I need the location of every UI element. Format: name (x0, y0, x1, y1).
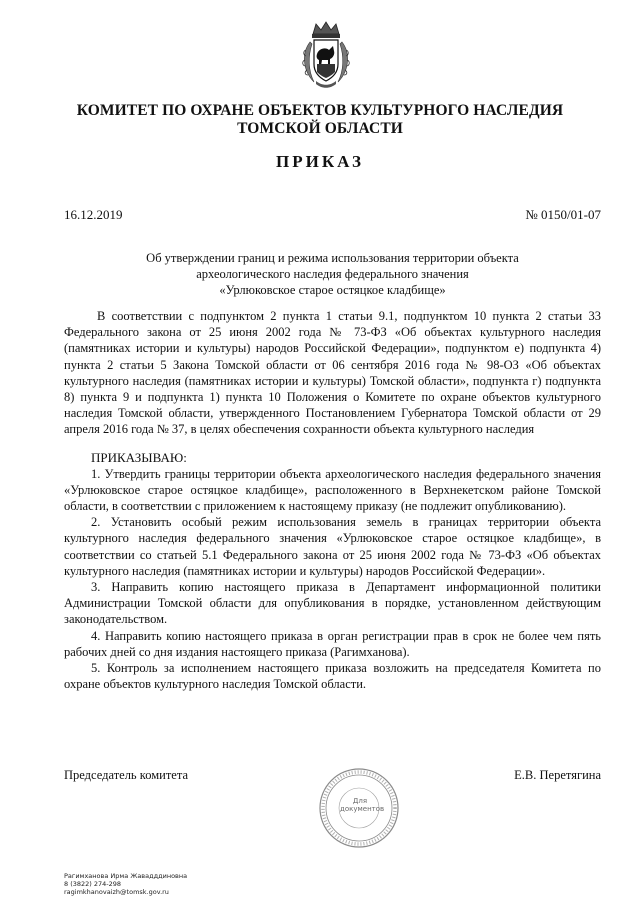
order-number: № 0150/01-07 (525, 207, 601, 222)
document-type-title: ПРИКАЗ (276, 152, 364, 171)
order-keyword: ПРИКАЗЫВАЮ: (91, 449, 187, 465)
order-item-3: 3. Направить копию настоящего приказа в Департамент информационной политики Администрации Томской области для опубликования в порядке, установленном действующим законодательством. (64, 580, 601, 627)
order-body (64, 308, 601, 692)
subject-line3: «Урлюковское старое остяцкое кладбище» (219, 283, 446, 297)
executor-email: ragimkhanovaizh@tomsk.gov.ru (64, 888, 169, 896)
signer-position: Председатель комитета (64, 768, 188, 782)
order-item-1: 1. Утвердить границы территории объекта археологического наследия федерального значения «Урлюковское старое остяцкое кладбище», расположенного в Верхнекетском районе Томской области, в соответствии с приложением к настоящему приказу (не подлежит опубликованию). (64, 466, 601, 514)
order-item-4: 4. Направить копию настоящего приказа в орган регистрации прав в срок не более чем пять рабочих дней со дня издания настоящего приказа (Рагимханова). (64, 628, 601, 659)
order-subject (64, 250, 601, 298)
stamp-line2: документов (340, 805, 385, 813)
executor-name: Рагимханова Ирма Жавадддиновна (64, 872, 188, 880)
stamp-line1: Для (352, 797, 368, 805)
preamble-paragraph: В соответствии с подпунктом 2 пункта 1 статьи 9.1, подпунктом 10 пункта 2 статьи 33 Федерального закона от 25 июня 2002 года № 73-ФЗ «Об объектах культурного наследия (памятниках истории и культуры) народов Российской Федерации», подпунктом е) подпункта 4) пункта 2 статьи 5 Закона Томской области от 06 сентября 2016 года № 98-ОЗ «Об объектах культурного наследия (памятниках истории и культуры) Томской области», подпункта г) подпункта 8) пункта 9 и подпункта 1) пункта 10 Положения о Комитете по охране объектов культурного наследия Томской области, утвержденного Постановлением Губернатора Томской области от 29 апреля 2016 года № 37, в целях обеспечения сохранности объекта культурного наследия (64, 309, 601, 437)
stamp-label (340, 797, 385, 813)
organization-name-line1: КОМИТЕТ ПО ОХРАНЕ ОБЪЕКТОВ КУЛЬТУРНОГО НАСЛЕДИЯ (76, 102, 564, 119)
organization-name-line2: ТОМСКОЙ ОБЛАСТИ (237, 120, 403, 137)
order-date: 16.12.2019 (64, 207, 123, 222)
executor-info (64, 872, 187, 896)
tomsk-region-coat-of-arms-icon (300, 20, 352, 90)
subject-line2: археологического наследия федерального значения (196, 267, 469, 281)
order-item-5: 5. Контроль за исполнением настоящего приказа возложить на председателя Комитета по охране объектов культурного наследия Томской области. (64, 661, 601, 692)
executor-phone: 8 (3822) 274-298 (64, 880, 122, 888)
signer-name: Е.В. Перетягина (514, 768, 601, 782)
subject-line1: Об утверждении границ и режима использования территории объекта (146, 251, 519, 265)
order-item-2: 2. Установить особый режим использования земель в границах территории объекта культурного наследия федерального значения «Урлюковское старое остяцкое кладбище», в соответствии со статьей 5.1 Федерального закона от 25 июня 2002 года № 73-ФЗ «Об объектах культурного наследия (памятниках истории и культуры) народов Российской Федерации». (64, 515, 601, 578)
